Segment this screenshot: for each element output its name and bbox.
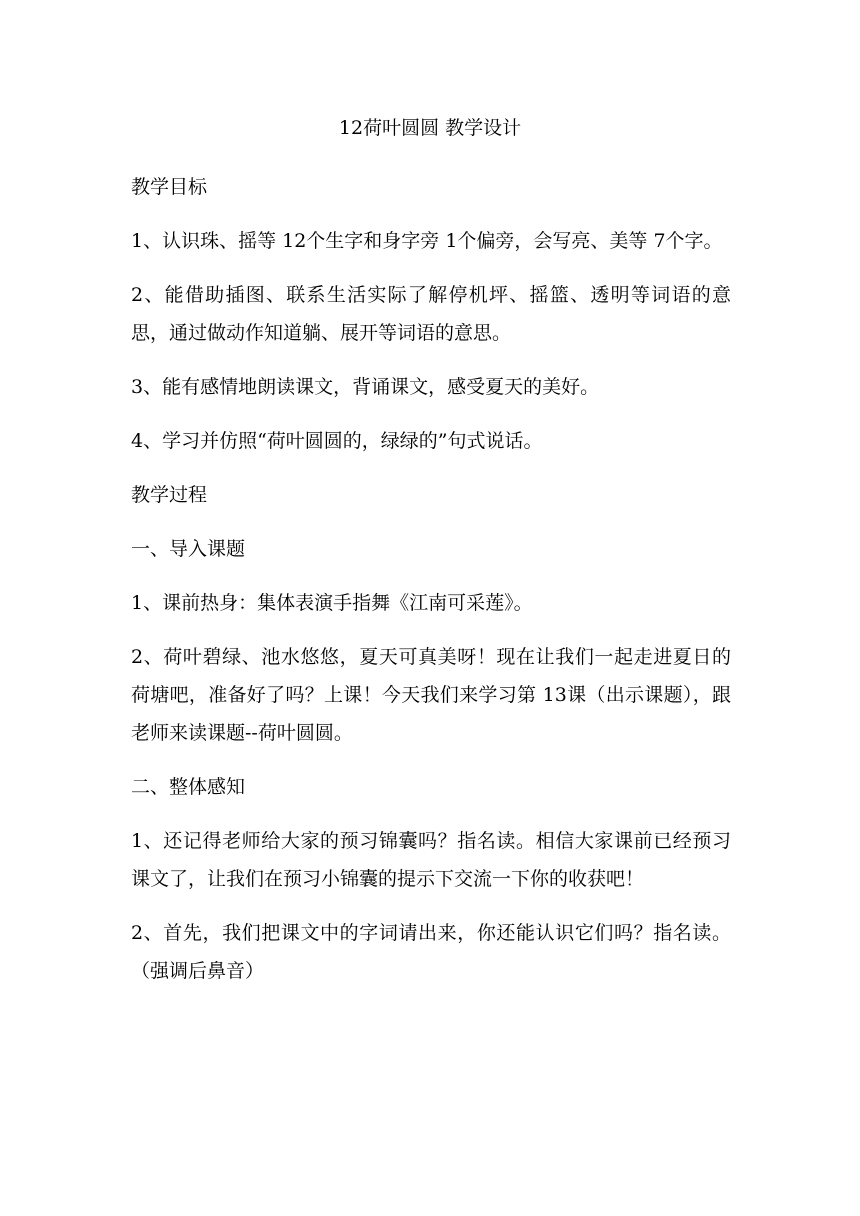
goal-item-4: 4、学习并仿照“荷叶圆圆的，绿绿的”句式说话。	[131, 430, 543, 452]
goal-item-2: 2、能借助插图、联系生活实际了解停机坪、摇篮、透明等词语的意思，通过做动作知道躺、展开等词语的意思。	[131, 284, 731, 344]
intro-step-1: 1、课前热身：集体表演手指舞《江南可采莲》。	[131, 592, 533, 614]
overview-step-1: 1、还记得老师给大家的预习锦囊吗？指名读。相信大家课前已经预习课文了，让我们在预习小锦囊的提示下交流一下你的收获吧！	[131, 830, 731, 890]
overview-step-2: 2、首先，我们把课文中的字词请出来，你还能认识它们吗？指名读。（强调后鼻音）	[131, 922, 731, 982]
section-heading-intro: 一、导入课题	[131, 538, 246, 560]
heading-teaching-goals: 教学目标	[131, 176, 208, 198]
section-heading-overview: 二、整体感知	[131, 776, 246, 798]
document-body	[131, 168, 731, 1006]
document-title: 12荷叶圆圆 教学设计	[338, 117, 522, 139]
intro-step-2: 2、荷叶碧绿、池水悠悠，夏天可真美呀！现在让我们一起走进夏日的荷塘吧，准备好了吗？上课！今天我们来学习第 13课（出示课题），跟老师来读课题--荷叶圆圆。	[131, 646, 731, 744]
goal-item-3: 3、能有感情地朗读课文，背诵课文，感受夏天的美好。	[131, 376, 600, 398]
goal-item-1: 1、认识珠、摇等 12个生字和身字旁 1个偏旁，会写亮、美等 7个字。	[131, 230, 723, 252]
heading-teaching-process: 教学过程	[131, 484, 208, 506]
